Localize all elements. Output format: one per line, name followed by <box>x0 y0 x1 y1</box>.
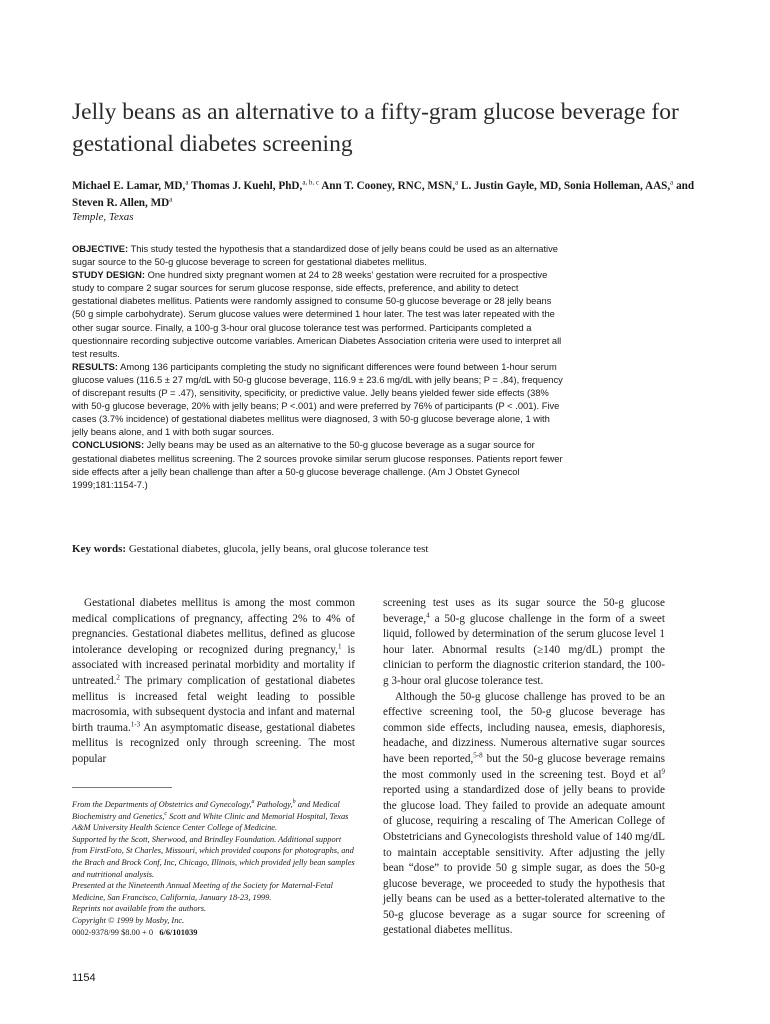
section-text: One hundred sixty pregnant women at 24 to 28 weeks' gestation were recruited for a prospective study to compare 2 sugar sources for serum glucose response, side effects, preference, and ability to detect gestational diabetes mellitus. Patients were randomly assigned to consume 50-g glucose beverage or 28 jelly beans (50 g simple carbohydrate). Serum glucose values were determined 1 hour later. The test was later repeated with the other sugar source. Finally, a 100-g 3-hour oral glucose tolerance test was performed. Participants completed a questionnaire recording subjective outcome variables. American Diabetes Association criteria were used to interpret all test results. <box>72 270 562 359</box>
footnote-copyright: Copyright © 1999 by Mosby, Inc. <box>72 915 185 925</box>
keywords <box>72 543 712 555</box>
citation[interactable]: 1 <box>337 642 342 651</box>
body-text: a 50-g glucose challenge in the form of a sweet liquid, followed by determination of the serum glucose level 1 hour later. Abnormal results (≥140 mg/dL) prompt the clinician to perform the diagnostic criterion standard, the 100-g 3-hour oral glucose tolerance test. <box>383 612 665 687</box>
body-text: but the 50-g glucose beverage remains the most commonly used in the screening test. Boyd et al <box>383 752 665 781</box>
abstract <box>72 243 564 492</box>
body-paragraph <box>72 596 355 768</box>
section-label: OBJECTIVE: <box>72 244 129 254</box>
footnote-presented: Presented at the Nineteenth Annual Meeting of the Society for Maternal-Fetal Medicine, San Francisco, California, January 18-23, 1999. <box>72 881 333 902</box>
abstract-results <box>72 361 564 440</box>
citation[interactable]: 2 <box>116 673 120 682</box>
citation[interactable]: 5-8 <box>473 751 483 760</box>
citation[interactable]: 9 <box>661 766 665 775</box>
body-paragraph <box>383 596 665 690</box>
article-title: Jelly beans as an alternative to a fifty-gram glucose beverage for gestational diabetes screening <box>72 99 679 157</box>
citation[interactable]: 4 <box>426 610 430 619</box>
body-text: is associated with increased perinatal morbidity and mortality if untreated. <box>72 643 355 687</box>
body-column-left <box>72 596 355 768</box>
body-text: Although the 50-g glucose challenge has proved to be an effective screening tool, the 50-g glucose beverage has common side effects, including nausea, emesis, diaphoresis, headache, and dizziness. Numerous alternative sugar sources have been reported, <box>383 690 665 765</box>
author-location: Temple, Texas <box>72 211 134 223</box>
affiliation-mark: c <box>164 810 168 817</box>
section-label: CONCLUSIONS: <box>72 440 145 451</box>
footnote-text: Pathology, <box>254 800 293 809</box>
footnote-issn-line <box>72 927 355 939</box>
footnote <box>72 799 355 938</box>
footnote-code: 6/6/101039 <box>159 927 198 937</box>
author-name: Ann T. Cooney, RNC, MSN, <box>321 180 456 192</box>
author-list <box>72 178 712 212</box>
author-name: and Steven R. Allen, MD <box>72 180 695 209</box>
abstract-design <box>72 269 564 361</box>
body-text: Gestational diabetes mellitus is among the most common medical complications of pregnancy, affecting 2% to 4% of pregnancies. Gestational diabetes mellitus, defined as glucose intolerance developing or recognized during pregnancy, <box>72 597 355 656</box>
author-affiliation: a <box>670 178 674 187</box>
section-label: RESULTS: <box>72 361 119 372</box>
author-affiliation: a <box>455 178 459 187</box>
keywords-text: Gestational diabetes, glucola, jelly beans, oral glucose tolerance test <box>128 543 429 555</box>
body-column-right <box>383 596 665 939</box>
section-text: Among 136 participants completing the study no significant differences were found between 1-hour serum glucose values (116.5 ± 27 mg/dL with 50-g glucose beverage, 116.9 ± 23.6 mg/dL with jelly beans; P = .84), frequency of discrepant results (P = .47), sensitivity, specificity, or predictive value. Jelly beans yielded fewer side effects (38% with 50-g glucose beverage, 20% with jelly beans; P <.001) and were preferred by 76% of participants (P < .001). Five cases (3.7% incidence) of gestational diabetes mellitus were diagnosed, 3 with 50-g glucose beverage alone, 1 with jelly beans alone, and 1 with both sugar sources. <box>72 361 563 438</box>
body-paragraph <box>383 690 665 940</box>
section-label: STUDY DESIGN: <box>72 270 146 281</box>
body-text: An asymptomatic disease, gestational diabetes mellitus is recognized only through screening. The most popular <box>72 721 355 765</box>
author-name: L. Justin Gayle, MD, <box>460 180 562 192</box>
footnote-affiliations <box>72 799 355 834</box>
abstract-objective <box>72 243 564 269</box>
citation[interactable]: 1-3 <box>130 720 141 729</box>
author-name: Sonia Holleman, AAS, <box>563 180 671 192</box>
footnote-reprints: Reprints not available from the authors. <box>72 904 207 914</box>
footnote-divider <box>72 787 172 788</box>
footnote-text: Scott and White Clinic and Memorial Hospital, Texas A&M University Health Science Center College of Medicine. <box>72 811 349 833</box>
affiliation-mark: b <box>292 799 296 806</box>
footnote-issn: 0002-9378/99 $8.00 + 0 <box>72 927 154 937</box>
page-number: 1154 <box>72 972 96 984</box>
body-text: The primary complication of gestational diabetes mellitus is increased fetal weight leading to possible macrosomia, with subsequent dystocia and infant and maternal birth trauma. <box>72 674 355 734</box>
author-name: Thomas J. Kuehl, PhD, <box>191 180 303 192</box>
body-text: screening test uses as its sugar source the 50-g glucose beverage, <box>383 597 665 625</box>
affiliation-mark: a <box>251 799 255 806</box>
author-affiliation: a <box>169 195 173 204</box>
keywords-label: Key words: <box>72 543 127 555</box>
section-text: This study tested the hypothesis that a standardized dose of jelly beans could be used as an alternative sugar source to the 50-g glucose beverage to screen for gestational diabetes mellitus. <box>72 244 559 268</box>
abstract-conclusions <box>72 439 564 491</box>
section-text: Jelly beans may be used as an alternative to the 50-g glucose beverage as a sugar source for gestational diabetes mellitus screening. The 2 sources provoke similar serum glucose responses. Patients report fewer side effects after a jelly bean challenge than after a 50-g glucose beverage challenge. (Am J Obstet Gynecol 1999;181:1154-7.) <box>72 440 563 490</box>
author-name: Michael E. Lamar, MD, <box>72 180 186 192</box>
body-text: reported using a standardized dose of jelly beans to provide the glucose load. They failed to provide an adequate amount of glucose, requiring a rescaling of The American College of Obstetricians and Gynecologists threshold value of 140 mg/dL to maintain acceptable sensitivity. After adjusting the jelly bean “dose” to provide 50 g simple sugar, as does the 50-g glucose beverage, we proceeded to study the hypothesis that jelly beans can be used as a better-tolerated alternative to the 50-g glucose beverage as a sugar source for screening of gestational diabetes mellitus. <box>383 784 665 937</box>
footnote-text: From the Departments of Obstetrics and Gynecology, <box>72 800 252 809</box>
footnote-text: and Medical Biochemistry and Genetics, <box>72 800 340 821</box>
author-affiliation: a, b, c <box>302 178 320 187</box>
footnote-support: Supported by the Scott, Sherwood, and Brindley Foundation. Additional support from FirstFoto, St Charles, Missouri, which provided coupons for photographs, and the Brach and Brock Conf, Inc, Chicago, Illinois, which provided jelly bean samples and nutritional analysis. <box>72 834 355 879</box>
author-affiliation: a <box>185 178 189 187</box>
